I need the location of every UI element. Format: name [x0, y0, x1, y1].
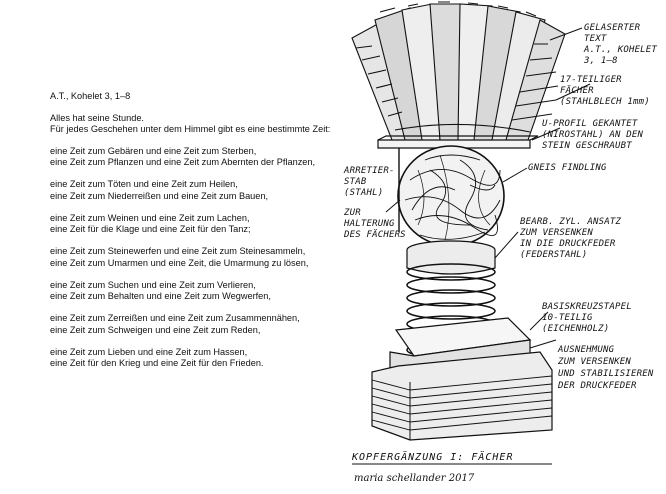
stanza [50, 146, 370, 169]
svg-text:ARRETIER-: ARRETIER- [344, 166, 395, 176]
annotation-text-engraving [583, 23, 657, 66]
svg-text:(STAHL): (STAHL) [344, 188, 384, 198]
svg-text:(FEDERSTAHL): (FEDERSTAHL) [520, 250, 588, 260]
intro-line: Alles hat seine Stunde. [50, 112, 144, 123]
svg-text:DES FÄCHERS: DES FÄCHERS [344, 230, 406, 240]
sketch-caption: KOPFERGÄNZUNG I: FÄCHER [352, 452, 514, 463]
svg-text:3, 1–8: 3, 1–8 [584, 56, 618, 66]
annotation-recess [557, 345, 654, 391]
stanza [50, 347, 370, 370]
stanza [50, 213, 370, 236]
stanza [50, 313, 370, 336]
boulder-drawing [398, 146, 504, 246]
svg-text:BEARB. ZYL. ANSATZ: BEARB. ZYL. ANSATZ [520, 217, 622, 227]
stanza [50, 179, 370, 202]
stanza-line: eine Zeit zum Steinewerfen und eine Zeit zum Steinesammeln, [50, 246, 306, 256]
annotation-boulder [528, 163, 607, 173]
svg-text:(NIROSTAHL) AN DEN: (NIROSTAHL) AN DEN [542, 130, 644, 140]
stanza-line: eine Zeit zum Töten und eine Zeit zum Heilen, [50, 179, 238, 189]
svg-text:U-PROFIL GEKANTET: U-PROFIL GEKANTET [542, 119, 638, 129]
svg-text:ZUM VERSENKEN: ZUM VERSENKEN [520, 228, 594, 238]
intro-line: Für jedes Geschehen unter dem Himmel gibt es eine bestimmte Zeit: [50, 124, 331, 134]
stanza-line: eine Zeit zum Niederreißen und eine Zeit zum Bauen, [50, 190, 269, 201]
svg-text:TEXT: TEXT [584, 34, 607, 44]
svg-text:10-TEILIG: 10-TEILIG [542, 313, 593, 323]
annotation-u-profile [542, 119, 644, 151]
cylinder-drawing [407, 241, 495, 274]
annotation-base [542, 302, 632, 334]
svg-text:DER DRUCKFEDER: DER DRUCKFEDER [558, 381, 637, 391]
stanza-line: eine Zeit zum Gebären und eine Zeit zum Sterben, [50, 145, 257, 156]
stanza-line: eine Zeit zum Umarmen und eine Zeit, die Umarmung zu lösen, [50, 257, 309, 268]
svg-text:GNEIS FINDLING: GNEIS FINDLING [528, 163, 607, 173]
fan-drawing [352, 2, 565, 140]
svg-text:(STAHLBLECH 1mm): (STAHLBLECH 1mm) [560, 97, 650, 107]
text-heading: A.T., Kohelet 3, 1–8 [50, 91, 131, 101]
scripture-text [50, 91, 370, 380]
svg-text:ZUR: ZUR [344, 208, 361, 218]
svg-text:STAB: STAB [344, 177, 367, 187]
svg-text:ZUM VERSENKEN: ZUM VERSENKEN [558, 357, 632, 367]
svg-text:BASISKREUZSTAPEL: BASISKREUZSTAPEL [542, 302, 632, 312]
svg-text:HALTERUNG: HALTERUNG [344, 219, 395, 229]
artist-signature: maria schellander 2017 [354, 473, 475, 484]
stanza-line: eine Zeit für den Krieg und eine Zeit für den Frieden. [50, 358, 264, 368]
stanza-line: eine Zeit zum Behalten und eine Zeit zum Wegwerfen, [50, 291, 271, 301]
svg-text:GELASERTER: GELASERTER [584, 23, 641, 33]
stanza-line: eine Zeit zum Lieben und eine Zeit zum Hassen, [50, 346, 248, 357]
svg-text:17-TEILIGER: 17-TEILIGER [560, 75, 622, 85]
stanza-line: eine Zeit für die Klage und eine Zeit für den Tanz; [50, 224, 251, 234]
sculpture-sketch [330, 0, 666, 494]
stanza-line: eine Zeit zum Zerreißen und eine Zeit zum Zusammennähen, [50, 313, 300, 323]
svg-text:FÄCHER: FÄCHER [560, 86, 594, 96]
svg-text:AUSNEHMUNG: AUSNEHMUNG [558, 345, 615, 355]
base-stack-drawing [372, 318, 552, 440]
stanza [50, 246, 370, 269]
stanza-line: eine Zeit zum Weinen und eine Zeit zum Lachen, [50, 212, 250, 223]
text-intro [50, 113, 370, 136]
annotation-fan [560, 75, 650, 107]
annotation-cylinder [519, 217, 622, 260]
svg-text:A.T., KOHELET: A.T., KOHELET [584, 45, 658, 55]
stanza-line: eine Zeit zum Pflanzen und eine Zeit zum Abernten der Pflanzen, [50, 157, 316, 167]
svg-text:UND STABILISIEREN: UND STABILISIEREN [558, 369, 654, 379]
svg-text:(EICHENHOLZ): (EICHENHOLZ) [542, 324, 610, 334]
stanza-line: eine Zeit zum Schweigen und eine Zeit zum Reden, [50, 324, 261, 335]
svg-text:IN DIE DRUCKFEDER: IN DIE DRUCKFEDER [520, 239, 616, 249]
svg-text:STEIN GESCHRAUBT: STEIN GESCHRAUBT [542, 141, 632, 151]
stanza [50, 280, 370, 303]
stanza-line: eine Zeit zum Suchen und eine Zeit zum Verlieren, [50, 279, 256, 290]
